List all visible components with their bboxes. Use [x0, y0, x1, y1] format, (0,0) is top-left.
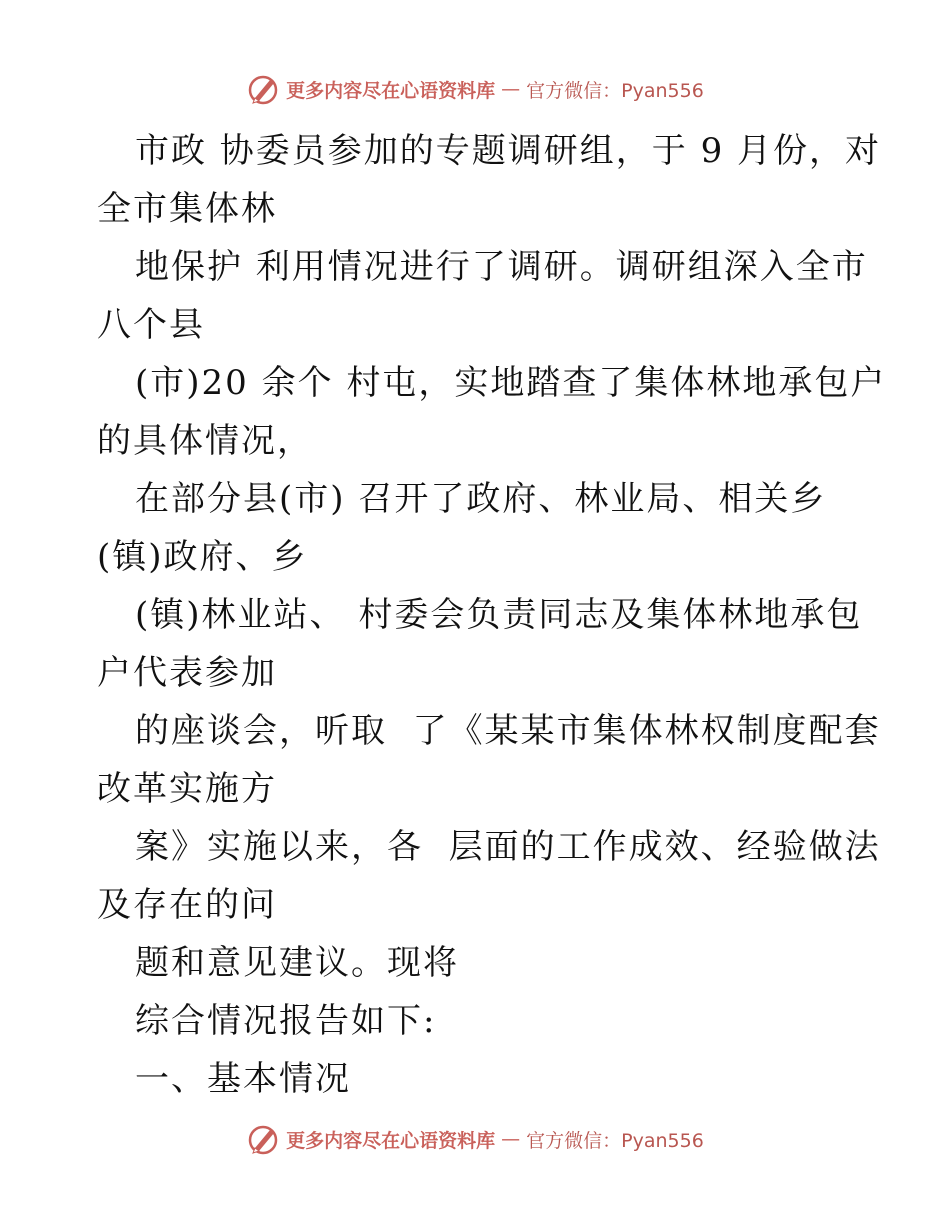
watermark-separator: — — [501, 78, 521, 100]
paragraph-line: 改革实施方 — [97, 769, 277, 809]
paragraph-line: 案》实施以来，各 层面的工作成效、经验做法 — [135, 827, 881, 867]
section-heading: 一、基本情况 — [135, 1059, 351, 1099]
paragraph-line: (镇)政府、乡 — [97, 537, 308, 577]
footer-watermark — [0, 1122, 950, 1156]
paragraph-line: (镇)林业站、 村委会负责同志及集体林地承包 — [135, 595, 863, 635]
paragraph-line: 及存在的问 — [97, 885, 277, 925]
paragraph-line: 在部分县(市) 召开了政府、林业局、相关乡 — [135, 479, 827, 519]
paragraph-line: 全市集体林 — [97, 189, 277, 229]
paragraph-line: 综合情况报告如下: — [135, 1001, 437, 1041]
pen-circle-icon — [246, 72, 280, 106]
watermark-wechat: 官方微信：Pyan556 — [526, 79, 704, 102]
watermark-text: 更多内容尽在心语资料库 — [286, 1129, 496, 1152]
paragraph-line: 的具体情况， — [97, 421, 313, 461]
paragraph-line: 市政 协委员参加的专题调研组，于 9 月份，对 — [135, 131, 882, 171]
watermark-separator: — — [501, 1128, 521, 1150]
pen-circle-icon — [246, 1122, 280, 1156]
paragraph-line: 地保护 利用情况进行了调研。调研组深入全市 — [135, 247, 868, 287]
paragraph-line: 八个县 — [97, 305, 205, 345]
paragraph-line: 户代表参加 — [97, 653, 277, 693]
watermark-wechat: 官方微信：Pyan556 — [526, 1129, 704, 1152]
watermark-text: 更多内容尽在心语资料库 — [286, 79, 496, 102]
document-body — [97, 122, 887, 1108]
header-watermark — [0, 72, 950, 106]
paragraph-line: 的座谈会，听取 了《某某市集体林权制度配套 — [135, 711, 881, 751]
paragraph-line: (市)20 余个 村屯，实地踏查了集体林地承包户 — [135, 363, 887, 403]
paragraph-line: 题和意见建议。现将 — [135, 943, 459, 983]
